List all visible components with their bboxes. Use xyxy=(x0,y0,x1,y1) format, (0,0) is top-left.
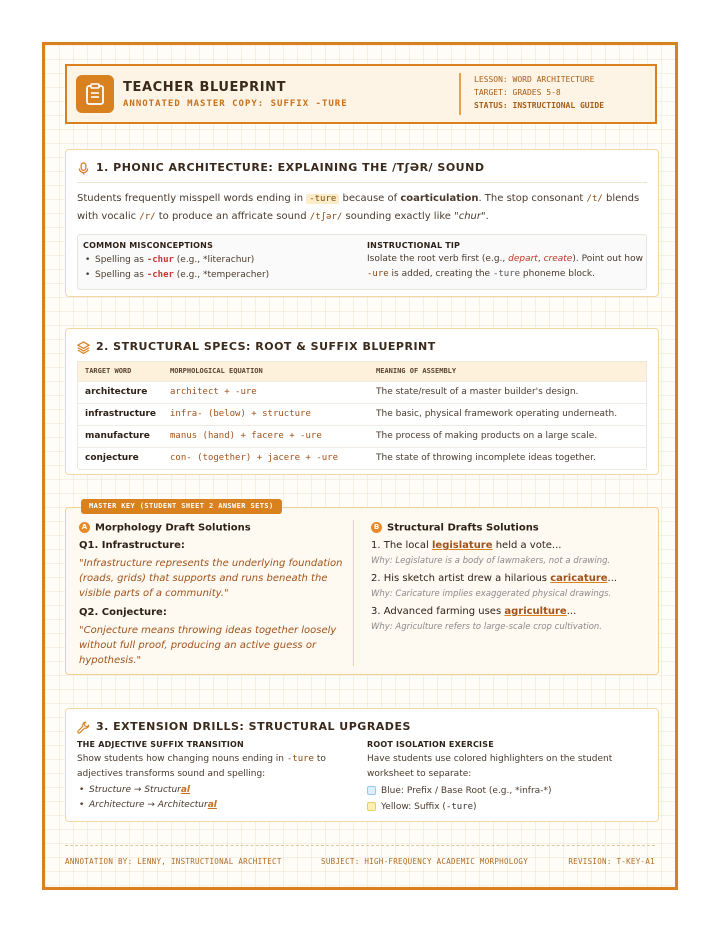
list-item: • Spelling as -cher (e.g., *temperacher) xyxy=(83,268,353,283)
section-phonic-architecture xyxy=(65,149,659,297)
header-meta xyxy=(459,73,604,115)
code-snippet: -ture xyxy=(306,194,339,204)
badge-a: A xyxy=(79,522,90,533)
legend-blue: Blue: Prefix / Base Root (e.g., *infra-*) xyxy=(367,783,649,799)
footer-author: ANNOTATION BY: LENNY, INSTRUCTIONAL ARCHITECT xyxy=(65,857,282,866)
table-row: conjecture con- (together) + jacere + -ure The state of throwing incomplete ideas together. xyxy=(78,447,646,469)
legend-yellow: Yellow: Suffix (-ture) xyxy=(367,799,649,815)
master-key-box xyxy=(65,507,659,675)
table-row: infrastructure infra- (below) + structure The basic, physical framework operating underneath. xyxy=(78,403,646,425)
key-term: coarticulation xyxy=(400,193,479,204)
yellow-swatch xyxy=(367,802,376,811)
master-key-tag: MASTER KEY (STUDENT SHEET 2 ANSWER SETS) xyxy=(81,499,282,514)
morphology-solutions-heading: A Morphology Draft Solutions xyxy=(79,522,251,534)
header xyxy=(65,64,657,124)
list-item: • Spelling as -chur (e.g., *literachur) xyxy=(83,253,353,268)
structural-solutions-heading: B Structural Drafts Solutions xyxy=(371,522,539,534)
footer-subject: SUBJECT: HIGH-FREQUENCY ACADEMIC MORPHOLOGY xyxy=(321,857,529,866)
phonic-explanation: Students frequently misspell words ending in -ture because of coarticulation. The stop consonant /t/ blends with vocalic /r/ to produce an affricate sound /tʃər/ sounding exactly like "chur". xyxy=(77,193,640,222)
microphone-icon xyxy=(77,160,90,179)
badge-b: B xyxy=(371,522,382,533)
list-item: • Architecture → Architectural xyxy=(77,798,347,813)
list-item: • Structure → Structural xyxy=(77,783,347,798)
misconceptions-tip-box xyxy=(77,234,647,290)
blue-swatch xyxy=(367,786,376,795)
status-label: STATUS: INSTRUCTIONAL GUIDE xyxy=(474,101,605,110)
page-title: TEACHER BLUEPRINT xyxy=(123,80,287,95)
instructional-tip: INSTRUCTIONAL TIP Isolate the root verb first (e.g., depart, create). Point out how -ure is added, creating the -ture phoneme block. xyxy=(367,241,643,279)
footer-revision: REVISION: T-KEY-A1 xyxy=(568,857,655,866)
section-structural-specs xyxy=(65,328,659,475)
column-header: MORPHOLOGICAL EQUATION xyxy=(163,362,369,381)
table-row: architecture architect + -ure The state/result of a master builder's design. xyxy=(78,381,646,403)
question-1: Q1. Infrastructure: xyxy=(79,540,185,551)
section-title: 2. STRUCTURAL SPECS: ROOT & SUFFIX BLUEPRINT xyxy=(96,340,436,353)
section-title: 1. PHONIC ARCHITECTURE: EXPLAINING THE /TʃƏR/ SOUND xyxy=(96,161,485,174)
clipboard-icon xyxy=(76,75,114,113)
section-title: 3. EXTENSION DRILLS: STRUCTURAL UPGRADES xyxy=(96,720,411,733)
table-row: manufacture manus (hand) + facere + -ure The process of making products on a large scale. xyxy=(78,425,646,447)
divider xyxy=(77,182,647,183)
root-isolation-exercise: ROOT ISOLATION EXERCISE Have students use colored highlighters on the student worksheet to separate: Blue: Prefix / Base Root (e.g., *infra-*) Yellow: Suffix (-ture) xyxy=(367,740,649,815)
lesson-label: LESSON: WORD ARCHITECTURE xyxy=(474,75,595,84)
list-item: 1. The local legislature held a vote... xyxy=(371,540,562,551)
misconceptions: COMMON MISCONCEPTIONS • Spelling as -chur (e.g., *literachur) • Spelling as -cher (e.g., *temperacher) xyxy=(83,241,353,283)
list-item: 3. Advanced farming uses agriculture... xyxy=(371,606,577,617)
column-divider xyxy=(353,520,354,666)
explanation: Why: Agriculture refers to large-scale crop cultivation. xyxy=(371,622,602,632)
answer-1: "Infrastructure represents the underlying foundation (roads, grids) that supports and runs beneath the visible parts of a community." xyxy=(79,558,343,599)
blueprint-sheet xyxy=(42,42,678,890)
column-header: TARGET WORD xyxy=(78,362,163,381)
list-item: 2. His sketch artist drew a hilarious caricature... xyxy=(371,573,618,584)
adjective-suffix-transition: THE ADJECTIVE SUFFIX TRANSITION Show students how changing nouns ending in -ture to adjectives transforms sound and spelling: • Structure → Structural • Architecture → Architectural xyxy=(77,740,347,813)
explanation: Why: Caricature implies exaggerated physical drawings. xyxy=(371,589,612,599)
morphology-table xyxy=(77,361,647,470)
answer-2: "Conjecture means throwing ideas together loosely without full proof, producing an active guess or hypothesis." xyxy=(79,625,337,666)
question-2: Q2. Conjecture: xyxy=(79,607,167,618)
target-label: TARGET: GRADES 5-8 xyxy=(474,88,561,97)
section-extension-drills xyxy=(65,708,659,822)
explanation: Why: Legislature is a body of lawmakers, not a drawing. xyxy=(371,556,611,566)
column-header: MEANING OF ASSEMBLY xyxy=(369,362,646,381)
wrench-icon xyxy=(77,719,90,738)
layers-icon xyxy=(77,339,90,358)
footer-divider xyxy=(65,845,655,846)
page-subtitle: ANNOTATED MASTER COPY: SUFFIX -TURE xyxy=(123,99,348,109)
